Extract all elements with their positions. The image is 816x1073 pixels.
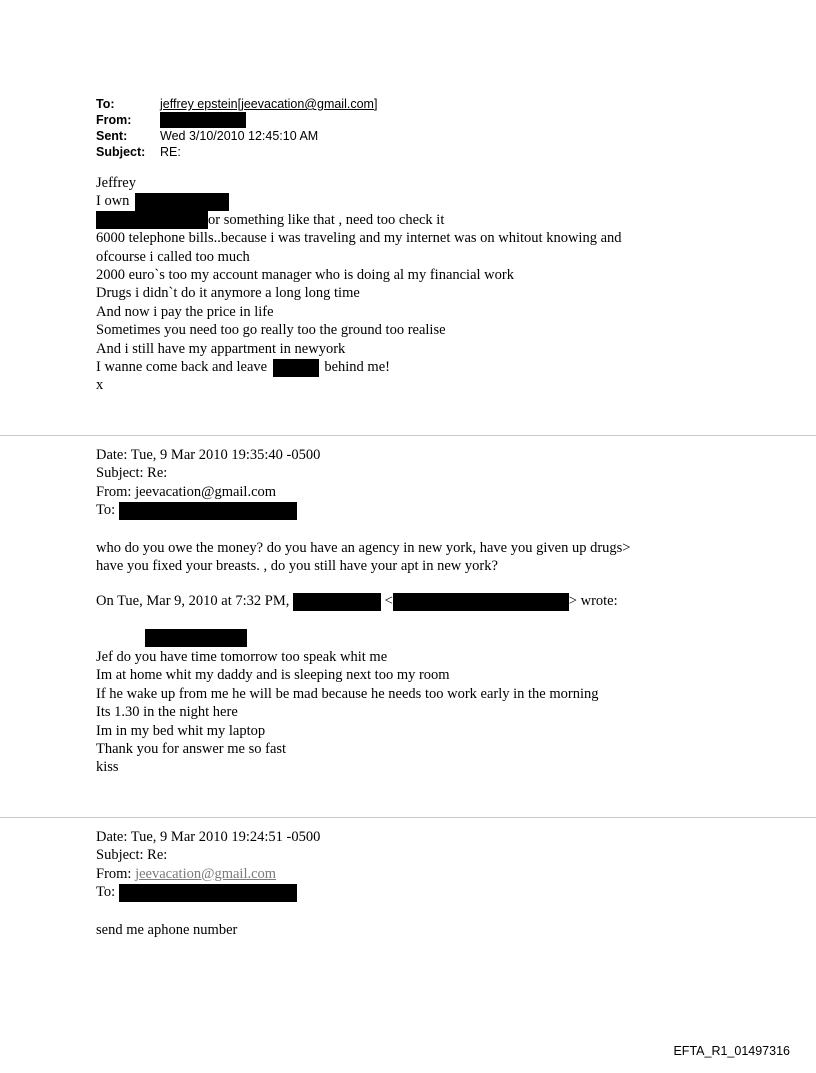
quote-line: Thank you for answer me so fast <box>96 740 287 757</box>
message2-body <box>96 539 630 576</box>
quote-line: If he wake up from me he will be mad because he needs too work early in the morning <box>96 685 599 702</box>
to-label: To: <box>96 502 116 519</box>
sent-row <box>96 128 377 144</box>
body-line <box>96 192 622 210</box>
from-email-link[interactable]: jeevacation@gmail.com <box>135 865 277 882</box>
subject-line: Subject: Re: <box>96 847 168 864</box>
date-line: Date: Tue, 9 Mar 2010 19:24:51 -0500 <box>96 829 321 845</box>
body-line: Sometimes you need too go really too the ground too realise <box>96 322 446 339</box>
subject-value: RE: <box>160 145 181 159</box>
sent-label: Sent: <box>96 129 128 143</box>
to-row <box>96 96 377 112</box>
subject-row <box>96 144 377 160</box>
quoted-message <box>96 648 599 777</box>
body-line <box>96 358 622 376</box>
message2-header <box>96 446 320 520</box>
redaction-box <box>135 193 229 211</box>
body-text: behind me! <box>324 358 390 375</box>
to-line <box>96 501 320 519</box>
from-line: From: jeevacation@gmail.com <box>96 483 277 500</box>
quote-line: Its 1.30 in the night here <box>96 704 238 721</box>
body-text: I wanne come back and leave <box>96 358 268 375</box>
redaction-box <box>119 502 297 520</box>
attribution-suffix: > wrote: <box>568 593 618 609</box>
divider <box>0 435 816 436</box>
body-line <box>96 211 622 229</box>
body-line: have you fixed your breasts. , do you still have your apt in new york? <box>96 558 498 575</box>
email-header <box>96 96 377 160</box>
redaction-box <box>119 884 297 902</box>
quote-attribution <box>96 592 618 610</box>
to-label: To: <box>96 884 116 901</box>
redaction-box <box>96 211 208 229</box>
from-label: From: <box>96 113 132 127</box>
attribution-lt: < <box>384 593 393 609</box>
body-line: 2000 euro`s too my account manager who is doing al my financial work <box>96 266 514 283</box>
body-line: And i still have my appartment in newyork <box>96 340 346 357</box>
message3-body <box>96 921 237 939</box>
to-line <box>96 883 320 901</box>
message3-header <box>96 828 320 902</box>
body-text: or something like that , need too check it <box>208 211 445 228</box>
redaction-box <box>145 629 247 647</box>
to-value[interactable]: jeffrey epstein[jeevacation@gmail.com] <box>160 97 378 111</box>
subject-label: Subject: <box>96 145 146 159</box>
attribution-prefix: On Tue, Mar 9, 2010 at 7:32 PM, <box>96 593 290 609</box>
body-line: Jeffrey <box>96 175 136 191</box>
divider <box>0 817 816 818</box>
from-line <box>96 865 320 883</box>
quote-line: Im at home whit my daddy and is sleeping next too my room <box>96 667 450 684</box>
sent-value: Wed 3/10/2010 12:45:10 AM <box>160 129 319 143</box>
attribution-line <box>96 592 618 610</box>
redaction-box <box>293 593 381 611</box>
quote-line: Im in my bed whit my laptop <box>96 722 266 739</box>
to-label: To: <box>96 97 115 111</box>
body-line: send me aphone number <box>96 922 238 938</box>
redaction-box <box>160 112 246 128</box>
quote-line: Jef do you have time tomorrow too speak whit me <box>96 649 388 665</box>
body-line: ofcourse i called too much <box>96 248 250 265</box>
date-line: Date: Tue, 9 Mar 2010 19:35:40 -0500 <box>96 447 321 463</box>
body-line: 6000 telephone bills..because i was traveling and my internet was on whitout knowing and <box>96 230 622 247</box>
body-line: x <box>96 377 104 394</box>
from-label: From: <box>96 865 132 882</box>
body-line: And now i pay the price in life <box>96 303 274 320</box>
from-row <box>96 112 377 128</box>
redaction-box <box>273 359 319 377</box>
body-text: I own <box>96 193 130 210</box>
redaction-box <box>393 593 569 611</box>
document-id: EFTA_R1_01497316 <box>673 1044 790 1058</box>
body-line: who do you owe the money? do you have an agency in new york, have you given up drugs> <box>96 540 631 556</box>
message1-body <box>96 174 622 395</box>
body-line: Drugs i didn`t do it anymore a long long time <box>96 285 360 302</box>
quote-line: kiss <box>96 759 119 776</box>
subject-line: Subject: Re: <box>96 465 168 482</box>
